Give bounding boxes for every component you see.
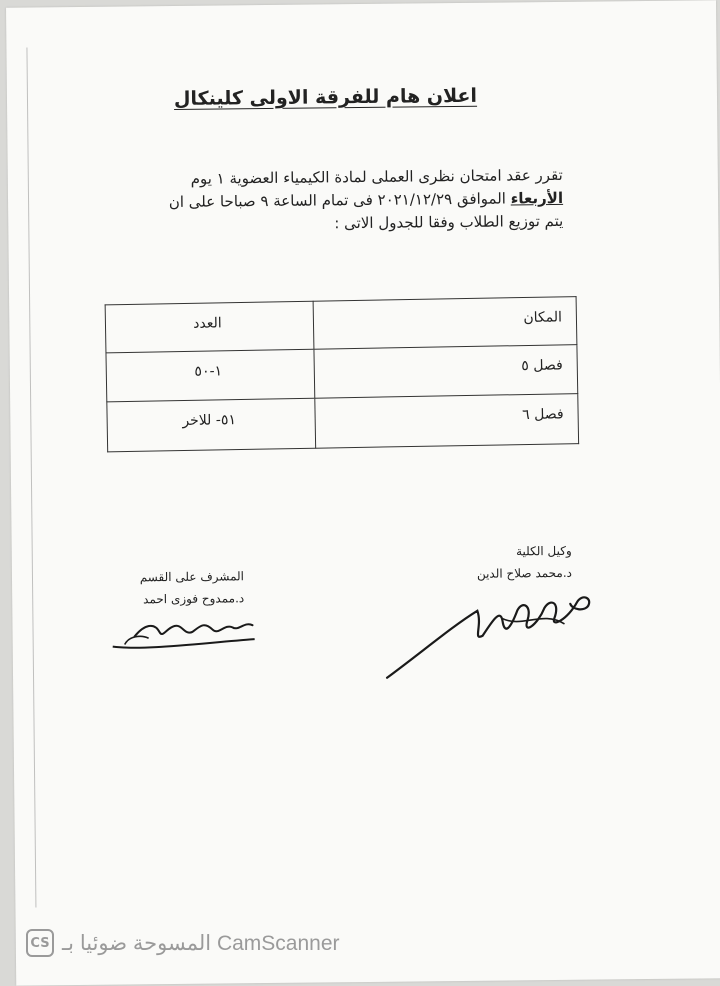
distribution-table — [105, 296, 580, 452]
supervisor-role: المشرف على القسم — [139, 569, 245, 585]
vice-dean-signature — [382, 580, 603, 682]
camscanner-logo-icon: CS — [26, 929, 54, 957]
scan-edge-line — [26, 47, 36, 907]
announcement-body — [93, 164, 564, 238]
watermark-text: المسوحة ضوئيا بـ CamScanner — [62, 931, 340, 955]
supervisor-block — [140, 565, 245, 610]
supervisor-signature — [104, 613, 264, 655]
table-row — [106, 344, 578, 402]
camscanner-watermark — [26, 928, 340, 958]
row-count: ١-٥٠ — [106, 349, 315, 402]
exam-day: الأربعاء — [510, 188, 564, 208]
supervisor-name: د.ممدوح فوزى احمد — [143, 591, 245, 607]
announcement-title: اعلان هام للفرقة الاولى كلينكال — [173, 84, 478, 110]
vice-dean-block — [477, 540, 573, 585]
row-place: فصل ٦ — [315, 394, 579, 448]
table-row — [107, 394, 579, 452]
header-count: العدد — [105, 301, 314, 352]
table-header-row — [105, 297, 577, 353]
row-place: فصل ٥ — [314, 344, 578, 398]
body-line-1: تقرر عقد امتحان نظرى العملى لمادة الكيمياء العضوية ١ يوم — [190, 165, 563, 188]
header-place: المكان — [313, 297, 577, 349]
body-line-3: يتم توزيع الطلاب وفقا للجدول الاتى : — [334, 211, 564, 233]
vice-dean-role: وكيل الكلية — [515, 543, 572, 559]
vice-dean-name: د.محمد صلاح الدين — [476, 565, 573, 581]
document-page — [6, 0, 720, 985]
exam-date-time: الموافق ٢٠٢١/١٢/٢٩ فى تمام الساعة ٩ صباحا على ان — [168, 189, 511, 212]
row-count: ٥١- للاخر — [107, 398, 316, 451]
